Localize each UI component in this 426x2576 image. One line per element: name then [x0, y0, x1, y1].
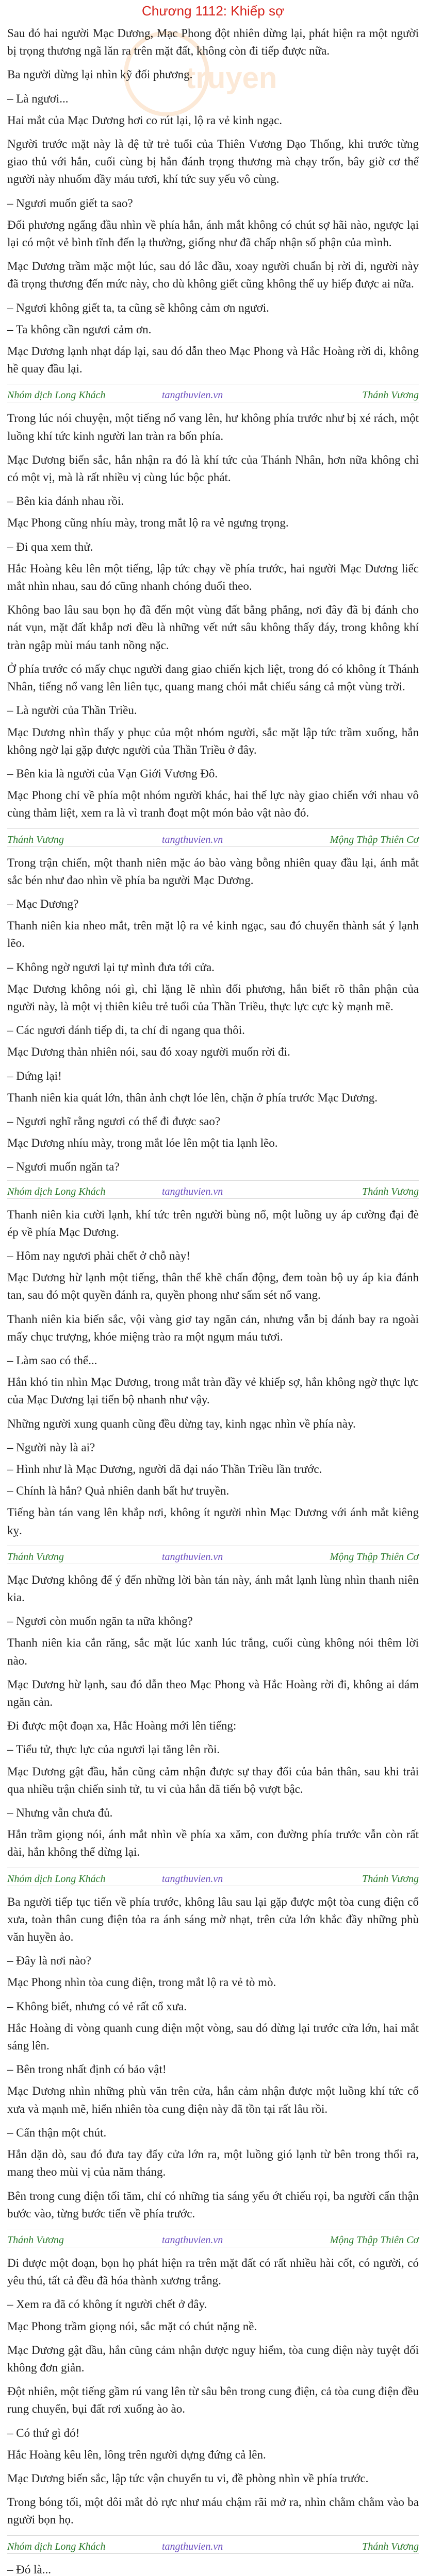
chapter-title: Chương 1112: Khiếp sợ	[141, 3, 285, 19]
credit-editor: Thánh Vương	[362, 1185, 419, 1197]
chapter-section	[7, 25, 419, 378]
paragraph: – Hình như là Mạc Dương, người đã đại náo Thần Triều lần trước.	[7, 1463, 322, 1476]
paragraph: Thanh niên kia nheo mắt, trên mặt lộ ra vẻ kinh ngạc, sau đó chuyển thành sát ý lạnh lẽo.	[7, 919, 419, 950]
paragraph: – Ngươi còn muốn ngăn ta nữa không?	[7, 1615, 193, 1628]
paragraph: – Cẩn thận một chút.	[7, 2126, 107, 2139]
credit-site: tangthuvien.vn	[162, 834, 223, 845]
credit-site: tangthuvien.vn	[162, 1185, 223, 1197]
paragraph: – Ngươi muốn ngăn ta?	[7, 1160, 120, 1174]
paragraph: – Mạc Dương?	[7, 897, 79, 910]
credit-translator: Nhóm dịch Long Khách	[7, 2540, 106, 2552]
paragraph: – Ngươi không giết ta, ta cũng sẽ không cảm ơn ngươi.	[7, 301, 269, 314]
paragraph: Mạc Dương không nói gì, chỉ lặng lẽ nhìn đối phương, hắn biết rõ thân phận của người này, là một vị thiên kiêu trẻ tuổi của Thần Triều, thực lực cực kỳ mạnh mẽ.	[7, 982, 419, 1013]
paragraph: Mạc Phong nhìn tòa cung điện, trong mắt lộ ra vẻ tò mò.	[7, 1976, 276, 1989]
paragraph: – Bên kia là người của Vạn Giới Vương Đô.	[7, 767, 218, 780]
paragraph: Không bao lâu sau bọn họ đã đến một vùng đất bằng phẳng, nơi đây đã bị đánh cho nát vụn, mặt đất khắp nơi đều là những vết nứt sâu không thấy đáy, trong không khí tràn ngập mùi máu tanh nồng nặc.	[7, 603, 419, 652]
paragraph: Mạc Dương không để ý đến những lời bàn tán này, ánh mắt lạnh lùng nhìn thanh niên kia.	[7, 1573, 419, 1604]
paragraph: Mạc Dương nhíu mày, trong mắt lóe lên một tia lạnh lẽo.	[7, 1137, 278, 1150]
paragraph: Mạc Dương gật đầu, hắn cũng cảm nhận được nguy hiểm, tòa cung điện này tuyệt đối không đơn giản.	[7, 2343, 419, 2374]
paragraph: – Là người của Thần Triều.	[7, 704, 137, 717]
paragraph: Mạc Dương nhìn những phù văn trên cửa, hắn cảm nhận được một luồng khí tức cổ xưa và mạnh mẽ, hiển nhiên tòa cung điện này đã tồn tại rất lâu rồi.	[7, 2084, 419, 2115]
chapter-section	[7, 1893, 419, 2223]
paragraph: Mạc Dương biến sắc, lập tức vận chuyển tu vi, đề phòng nhìn về phía trước.	[7, 2471, 369, 2485]
paragraph: Bên trong cung điện tối tăm, chỉ có những tia sáng yếu ớt chiếu rọi, ba người cẩn thận bước vào, từng bước tiến về phía trước.	[7, 2189, 419, 2220]
paragraph: – Có thứ gì đó!	[7, 2426, 80, 2439]
paragraph: Thanh niên kia cười lạnh, khí tức trên người bùng nổ, một luồng uy áp cường đại đè ép về phía Mạc Dương.	[7, 1208, 419, 1239]
paragraph: – Ta không cần ngươi cảm ơn.	[7, 323, 152, 336]
paragraph: Ba người tiếp tục tiến về phía trước, không lâu sau lại gặp được một tòa cung điện cổ xưa, toàn thân cung điện tỏa ra ánh sáng mờ nhạt, trên cửa lớn khắc đầy những phù văn huyền ảo.	[7, 1895, 419, 1944]
credit-row	[7, 1546, 419, 1564]
paragraph: Thanh niên kia quát lớn, thân ảnh chợt lóe lên, chặn ở phía trước Mạc Dương.	[7, 1091, 378, 1104]
paragraph: Hắc Hoàng đi vòng quanh cung điện một vòng, sau đó dừng lại trước cửa lớn, hai mắt sáng lên.	[7, 2021, 419, 2053]
credit-editor: Thánh Vương	[7, 2234, 64, 2246]
paragraph: Tiếng bàn tán vang lên khắp nơi, không ít người nhìn Mạc Dương với ánh mắt kiêng kỵ.	[7, 1506, 419, 1537]
paragraph: Mạc Dương trầm mặc một lúc, sau đó lắc đầu, xoay người chuẩn bị rời đi, người này đã trọng thương đến mức này, cho dù không giết cũng không thể uy hiếp được ai nữa.	[7, 260, 419, 291]
paragraph: Những người xung quanh cũng đều dừng tay, kinh ngạc nhìn về phía này.	[7, 1417, 356, 1430]
paragraph: Thanh niên kia biến sắc, vội vàng giơ tay ngăn cản, nhưng vẫn bị đánh bay ra ngoài mấy chục trượng, khóe miệng trào ra một ngụm máu tươi.	[7, 1312, 419, 1343]
paragraph: – Đây là nơi nào?	[7, 1954, 91, 1968]
paragraph: Hắn trầm giọng nói, ánh mắt nhìn về phía xa xăm, con đường phía trước vẫn còn rất dài, hắn không thể dừng lại.	[7, 1828, 419, 1859]
paragraph: – Đó là...	[7, 2563, 51, 2576]
paragraph: Mạc Dương thản nhiên nói, sau đó xoay người muốn rời đi.	[7, 1045, 290, 1059]
credit-editor: Thánh Vương	[7, 834, 64, 845]
paragraph: Sau đó hai người Mạc Dương, Mạc Phong đột nhiên dừng lại, phát hiện ra một người bị trọng thương ngã lăn ra trên mặt đất, không còn đi tiếp được nữa.	[7, 27, 419, 58]
credit-translator: Nhóm dịch Long Khách	[7, 1873, 106, 1885]
credit-row	[7, 2229, 419, 2247]
paragraph: – Hôm nay ngươi phải chết ở chỗ này!	[7, 1249, 190, 1262]
paragraph: – Bên kia đánh nhau rồi.	[7, 495, 124, 508]
paragraph: – Người này là ai?	[7, 1440, 95, 1454]
paragraph: Hắn khó tin nhìn Mạc Dương, trong mắt tràn đầy vẻ khiếp sợ, hắn không ngờ thực lực của Mạc Dương lại tiến bộ nhanh như vậy.	[7, 1376, 419, 1406]
paragraph: – Đi qua xem thử.	[7, 540, 93, 553]
credit-site: tangthuvien.vn	[162, 1551, 223, 1563]
watermark-word: truyen	[186, 61, 277, 95]
paragraph: Mạc Dương hừ lạnh, sau đó dẫn theo Mạc Phong và Hắc Hoàng rời đi, không ai dám ngăn cản.	[7, 1677, 419, 1709]
paragraph: Mạc Phong cũng nhíu mày, trong mắt lộ ra vẻ ngưng trọng.	[7, 516, 289, 530]
paragraph: – Là ngươi...	[7, 92, 69, 105]
paragraph: – Nhưng vẫn chưa đủ.	[7, 1806, 113, 1820]
paragraph: Thanh niên kia cắn răng, sắc mặt lúc xanh lúc trắng, cuối cùng không nói thêm lời nào.	[7, 1636, 419, 1667]
paragraph: Mạc Dương hừ lạnh một tiếng, thân thể khẽ chấn động, đem toàn bộ uy áp kia đánh tan, sau đó một quyền đánh ra, quyền phong như sấm sét nổ vang.	[7, 1271, 419, 1302]
credit-editor: Thánh Vương	[362, 1873, 419, 1885]
credit-site: tangthuvien.vn	[162, 2540, 223, 2552]
chapter-section	[7, 2561, 419, 2576]
credit-editor: Thánh Vương	[362, 389, 419, 401]
chapter-section	[7, 854, 419, 1176]
paragraph: Hắn dặn dò, sau đó đưa tay đẩy cửa lớn ra, một luồng gió lạnh từ bên trong thổi ra, mang theo mùi vị của năm tháng.	[7, 2148, 419, 2179]
paragraph: – Xem ra đã có không ít người chết ở đây.	[7, 2298, 207, 2311]
credit-row	[7, 1868, 419, 1886]
credit-editor-2: Mộng Thập Thiên Cơ	[330, 834, 419, 845]
paragraph: Mạc Phong chỉ về phía một nhóm người khác, hai thế lực này giao chiến với nhau vô cùng thảm liệt, xem ra là vì tranh đoạt một món bảo vật nào đó.	[7, 789, 419, 820]
paragraph: Trong trận chiến, một thanh niên mặc áo bào vàng bỗng nhiên quay đầu lại, ánh mắt sắc bén như đao nhìn về phía ba người Mạc Dương.	[7, 856, 419, 887]
paragraph: – Đứng lại!	[7, 1069, 62, 1082]
paragraph: – Bên trong nhất định có bảo vật!	[7, 2063, 167, 2076]
paragraph: Đi được một đoạn xa, Hắc Hoàng mới lên tiếng:	[7, 1719, 237, 1733]
paragraph: – Không ngờ ngươi lại tự mình đưa tới cửa.	[7, 960, 215, 974]
credit-row	[7, 828, 419, 847]
paragraph: Đột nhiên, một tiếng gầm rú vang lên từ sâu bên trong cung điện, cả tòa cung điện đều rung chuyển, bụi đất rơi xuống ào ào.	[7, 2385, 419, 2416]
paragraph: Ở phía trước có mấy chục người đang giao chiến kịch liệt, trong đó có không ít Thánh Nhân, tiếng nổ vang lên liên tục, quang mang chói mắt chiếu sáng cả một vùng trời.	[7, 662, 419, 693]
paragraph: Mạc Dương gật đầu, hắn cũng cảm nhận được sự thay đổi của bản thân, sau khi trải qua nhiều trận chiến sinh tử, tu vi của hắn đã tiến bộ vượt bậc.	[7, 1765, 419, 1795]
chapter-section	[7, 1206, 419, 1539]
paragraph: – Không biết, nhưng có vẻ rất cổ xưa.	[7, 1999, 187, 2013]
paragraph: Ba người dừng lại nhìn kỹ đối phương.	[7, 68, 193, 81]
credit-site: tangthuvien.vn	[162, 1873, 223, 1885]
chapter-section	[7, 410, 419, 822]
paragraph: Mạc Dương lạnh nhạt đáp lại, sau đó dẫn theo Mạc Phong và Hắc Hoàng rời đi, không hề quay đầu lại.	[7, 345, 419, 376]
credit-row	[7, 2535, 419, 2554]
paragraph: Người trước mặt này là đệ tử trẻ tuổi của Thiên Vương Đạo Thống, khi trước từng giao thủ với hắn, cuối cùng bị hắn đánh trọng thương mà chạy trốn, bây giờ cơ thể người này nhuốm đầy máu tươi, khí tức suy yếu vô cùng.	[7, 138, 419, 186]
credit-editor-2: Mộng Thập Thiên Cơ	[330, 1551, 419, 1563]
paragraph: Mạc Phong trầm giọng nói, sắc mặt có chút nặng nề.	[7, 2319, 257, 2333]
paragraph: Hai mắt của Mạc Dương hơi co rút lại, lộ ra vẻ kinh ngạc.	[7, 113, 283, 127]
chapter-section	[7, 2255, 419, 2529]
paragraph: Đi được một đoạn, bọn họ phát hiện ra trên mặt đất có rất nhiều hài cốt, có người, có yêu thú, tất cả đều đã hóa thành xương trắng.	[7, 2256, 419, 2287]
paragraph: – Tiểu tử, thực lực của ngươi lại tăng lên rồi.	[7, 1743, 220, 1756]
credit-site: tangthuvien.vn	[162, 389, 223, 401]
paragraph: Trong lúc nói chuyện, một tiếng nổ vang lên, hư không phía trước như bị xé rách, một luồng khí tức kinh người lan tràn ra bốn phía.	[7, 412, 419, 443]
credit-translator: Nhóm dịch Long Khách	[7, 1185, 106, 1197]
credit-row	[7, 1180, 419, 1199]
chapter-content	[7, 25, 419, 2576]
paragraph: Hắc Hoàng kêu lên, lông trên người dựng đứng cả lên.	[7, 2448, 266, 2461]
credit-site: tangthuvien.vn	[162, 2234, 223, 2246]
paragraph: Đối phương ngẩng đầu nhìn về phía hắn, ánh mắt không có chút sợ hãi nào, ngược lại lại có một vẻ bình tĩnh đến lạ thường, giống như đã chấp nhận số phận của mình.	[7, 218, 419, 249]
chapter-section	[7, 1571, 419, 1861]
credit-row	[7, 384, 419, 402]
paragraph: Hắc Hoàng kêu lên một tiếng, lập tức chạy về phía trước, hai người Mạc Dương liếc mắt nhìn nhau, sau đó cũng nhanh chóng đuổi theo.	[7, 562, 419, 593]
paragraph: Mạc Dương biến sắc, hắn nhận ra đó là khí tức của Thánh Nhân, hơn nữa không chỉ có một vị, mà là rất nhiều vị cùng lúc bộc phát.	[7, 453, 419, 484]
paragraph: Mạc Dương nhìn thấy y phục của một nhóm người, sắc mặt lập tức trầm xuống, hắn không ngờ lại gặp được người của Thần Triều ở đây.	[7, 725, 419, 756]
credit-editor: Thánh Vương	[362, 2540, 419, 2552]
credit-editor-2: Mộng Thập Thiên Cơ	[330, 2234, 419, 2246]
paragraph: – Các ngươi đánh tiếp đi, ta chỉ đi ngang qua thôi.	[7, 1024, 245, 1037]
paragraph: – Làm sao có thể...	[7, 1353, 97, 1367]
credit-editor: Thánh Vương	[7, 1551, 64, 1563]
paragraph: – Chính là hắn? Quả nhiên danh bất hư truyền.	[7, 1484, 230, 1498]
paragraph: – Ngươi nghĩ rằng ngươi có thể đi được sao?	[7, 1114, 221, 1128]
paragraph: – Ngươi muốn giết ta sao?	[7, 196, 133, 210]
credit-translator: Nhóm dịch Long Khách	[7, 389, 106, 401]
paragraph: Trong bóng tối, một đôi mắt đỏ rực như máu chậm rãi mở ra, nhìn chằm chằm vào ba người bọn họ.	[7, 2496, 419, 2527]
